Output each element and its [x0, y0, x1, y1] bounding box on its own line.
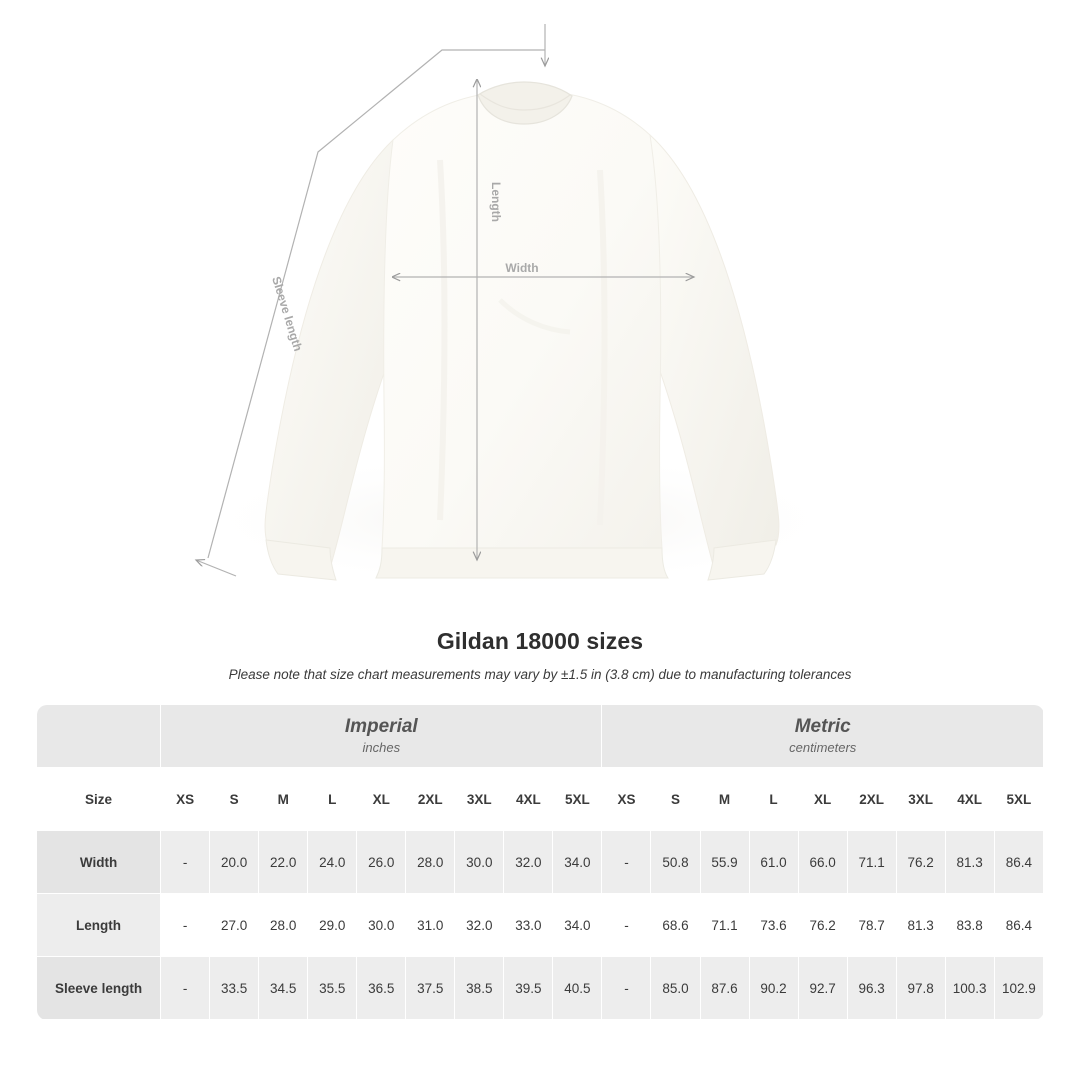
cell-sleeve-imperial-xs: - — [161, 957, 210, 1020]
cell-width-metric-xl: 66.0 — [798, 831, 847, 894]
cell-length-imperial-m: 28.0 — [259, 894, 308, 957]
cell-length-imperial-4xl: 33.0 — [504, 894, 553, 957]
sleeve-bottom-arrow — [196, 560, 236, 576]
cell-width-metric-xs: - — [602, 831, 651, 894]
cell-width-imperial-5xl: 34.0 — [553, 831, 602, 894]
size-header-metric-4xl: 4XL — [945, 768, 994, 831]
size-header-imperial-m: M — [259, 768, 308, 831]
size-header-metric-l: L — [749, 768, 798, 831]
cell-width-imperial-xs: - — [161, 831, 210, 894]
cell-length-metric-l: 73.6 — [749, 894, 798, 957]
metric-unit-sub: centimeters — [789, 739, 857, 755]
cell-length-imperial-l: 29.0 — [308, 894, 357, 957]
size-header-imperial-5xl: 5XL — [553, 768, 602, 831]
unit-header-row — [37, 705, 1044, 768]
unit-corner-cell — [37, 705, 161, 768]
cell-sleeve-imperial-xl: 36.5 — [357, 957, 406, 1020]
row-label-sleeve-length: Sleeve length — [37, 957, 161, 1020]
size-table — [36, 704, 1044, 1020]
size-header-metric-s: S — [651, 768, 700, 831]
cell-width-metric-m: 55.9 — [700, 831, 749, 894]
cell-length-metric-4xl: 83.8 — [945, 894, 994, 957]
cell-sleeve-metric-3xl: 97.8 — [896, 957, 945, 1020]
cell-length-imperial-xs: - — [161, 894, 210, 957]
metric-unit-cell — [602, 705, 1044, 768]
cell-length-imperial-xl: 30.0 — [357, 894, 406, 957]
cell-length-metric-2xl: 78.7 — [847, 894, 896, 957]
cell-sleeve-imperial-l: 35.5 — [308, 957, 357, 1020]
title-block — [0, 628, 1080, 682]
cell-length-imperial-3xl: 32.0 — [455, 894, 504, 957]
cell-sleeve-metric-m: 87.6 — [700, 957, 749, 1020]
cell-length-metric-s: 68.6 — [651, 894, 700, 957]
size-header-metric-3xl: 3XL — [896, 768, 945, 831]
imperial-unit-cell — [161, 705, 602, 768]
cell-sleeve-metric-s: 85.0 — [651, 957, 700, 1020]
cell-width-imperial-l: 24.0 — [308, 831, 357, 894]
cell-width-imperial-m: 22.0 — [259, 831, 308, 894]
page-title: Gildan 18000 sizes — [436, 628, 644, 654]
row-label-width: Width — [37, 831, 161, 894]
sleeve-length-label: Sleeve length — [269, 274, 306, 353]
imperial-unit-sub: inches — [362, 739, 401, 755]
cell-width-metric-4xl: 81.3 — [945, 831, 994, 894]
metric-unit-name: Metric — [794, 716, 851, 738]
table-row — [37, 894, 1044, 957]
cell-width-metric-3xl: 76.2 — [896, 831, 945, 894]
cell-sleeve-imperial-5xl: 40.5 — [553, 957, 602, 1020]
cell-sleeve-imperial-s: 33.5 — [210, 957, 259, 1020]
cell-width-metric-5xl: 86.4 — [994, 831, 1043, 894]
cell-width-imperial-3xl: 30.0 — [455, 831, 504, 894]
cell-length-imperial-s: 27.0 — [210, 894, 259, 957]
cell-width-imperial-4xl: 32.0 — [504, 831, 553, 894]
cell-width-metric-2xl: 71.1 — [847, 831, 896, 894]
cell-sleeve-imperial-4xl: 39.5 — [504, 957, 553, 1020]
cell-width-metric-l: 61.0 — [749, 831, 798, 894]
size-header-imperial-l: L — [308, 768, 357, 831]
cell-length-metric-xs: - — [602, 894, 651, 957]
cell-length-imperial-5xl: 34.0 — [553, 894, 602, 957]
cell-sleeve-imperial-m: 34.5 — [259, 957, 308, 1020]
cell-sleeve-metric-l: 90.2 — [749, 957, 798, 1020]
cell-length-imperial-2xl: 31.0 — [406, 894, 455, 957]
size-header-row — [37, 768, 1044, 831]
table-row — [37, 957, 1044, 1020]
size-header-imperial-3xl: 3XL — [455, 768, 504, 831]
size-header-metric-xs: XS — [602, 768, 651, 831]
table-row — [37, 831, 1044, 894]
cell-sleeve-metric-xs: - — [602, 957, 651, 1020]
size-header-imperial-xl: XL — [357, 768, 406, 831]
imperial-unit-name: Imperial — [344, 716, 418, 738]
size-header-imperial-s: S — [210, 768, 259, 831]
size-header-metric-5xl: 5XL — [994, 768, 1043, 831]
width-label: Width — [505, 261, 539, 275]
cell-width-imperial-2xl: 28.0 — [406, 831, 455, 894]
size-header-imperial-xs: XS — [161, 768, 210, 831]
size-header-label: Size — [37, 768, 161, 831]
size-header-metric-xl: XL — [798, 768, 847, 831]
cell-width-metric-s: 50.8 — [651, 831, 700, 894]
cell-length-metric-3xl: 81.3 — [896, 894, 945, 957]
cell-sleeve-metric-4xl: 100.3 — [945, 957, 994, 1020]
cell-sleeve-imperial-2xl: 37.5 — [406, 957, 455, 1020]
size-header-imperial-4xl: 4XL — [504, 768, 553, 831]
cell-sleeve-metric-2xl: 96.3 — [847, 957, 896, 1020]
size-header-imperial-2xl: 2XL — [406, 768, 455, 831]
cell-length-metric-xl: 76.2 — [798, 894, 847, 957]
cell-sleeve-metric-5xl: 102.9 — [994, 957, 1043, 1020]
cell-width-imperial-s: 20.0 — [210, 831, 259, 894]
row-label-length: Length — [37, 894, 161, 957]
cell-sleeve-imperial-3xl: 38.5 — [455, 957, 504, 1020]
tolerance-note: Please note that size chart measurements may vary by ±1.5 in (3.8 cm) due to manufacturing tolerances — [228, 667, 852, 682]
sweatshirt-shape — [265, 82, 779, 580]
cell-length-metric-5xl: 86.4 — [994, 894, 1043, 957]
size-header-metric-m: M — [700, 768, 749, 831]
cell-sleeve-metric-xl: 92.7 — [798, 957, 847, 1020]
length-label: Length — [489, 182, 503, 222]
cell-width-imperial-xl: 26.0 — [357, 831, 406, 894]
size-table-container — [36, 704, 1044, 1020]
cell-length-metric-m: 71.1 — [700, 894, 749, 957]
size-header-metric-2xl: 2XL — [847, 768, 896, 831]
